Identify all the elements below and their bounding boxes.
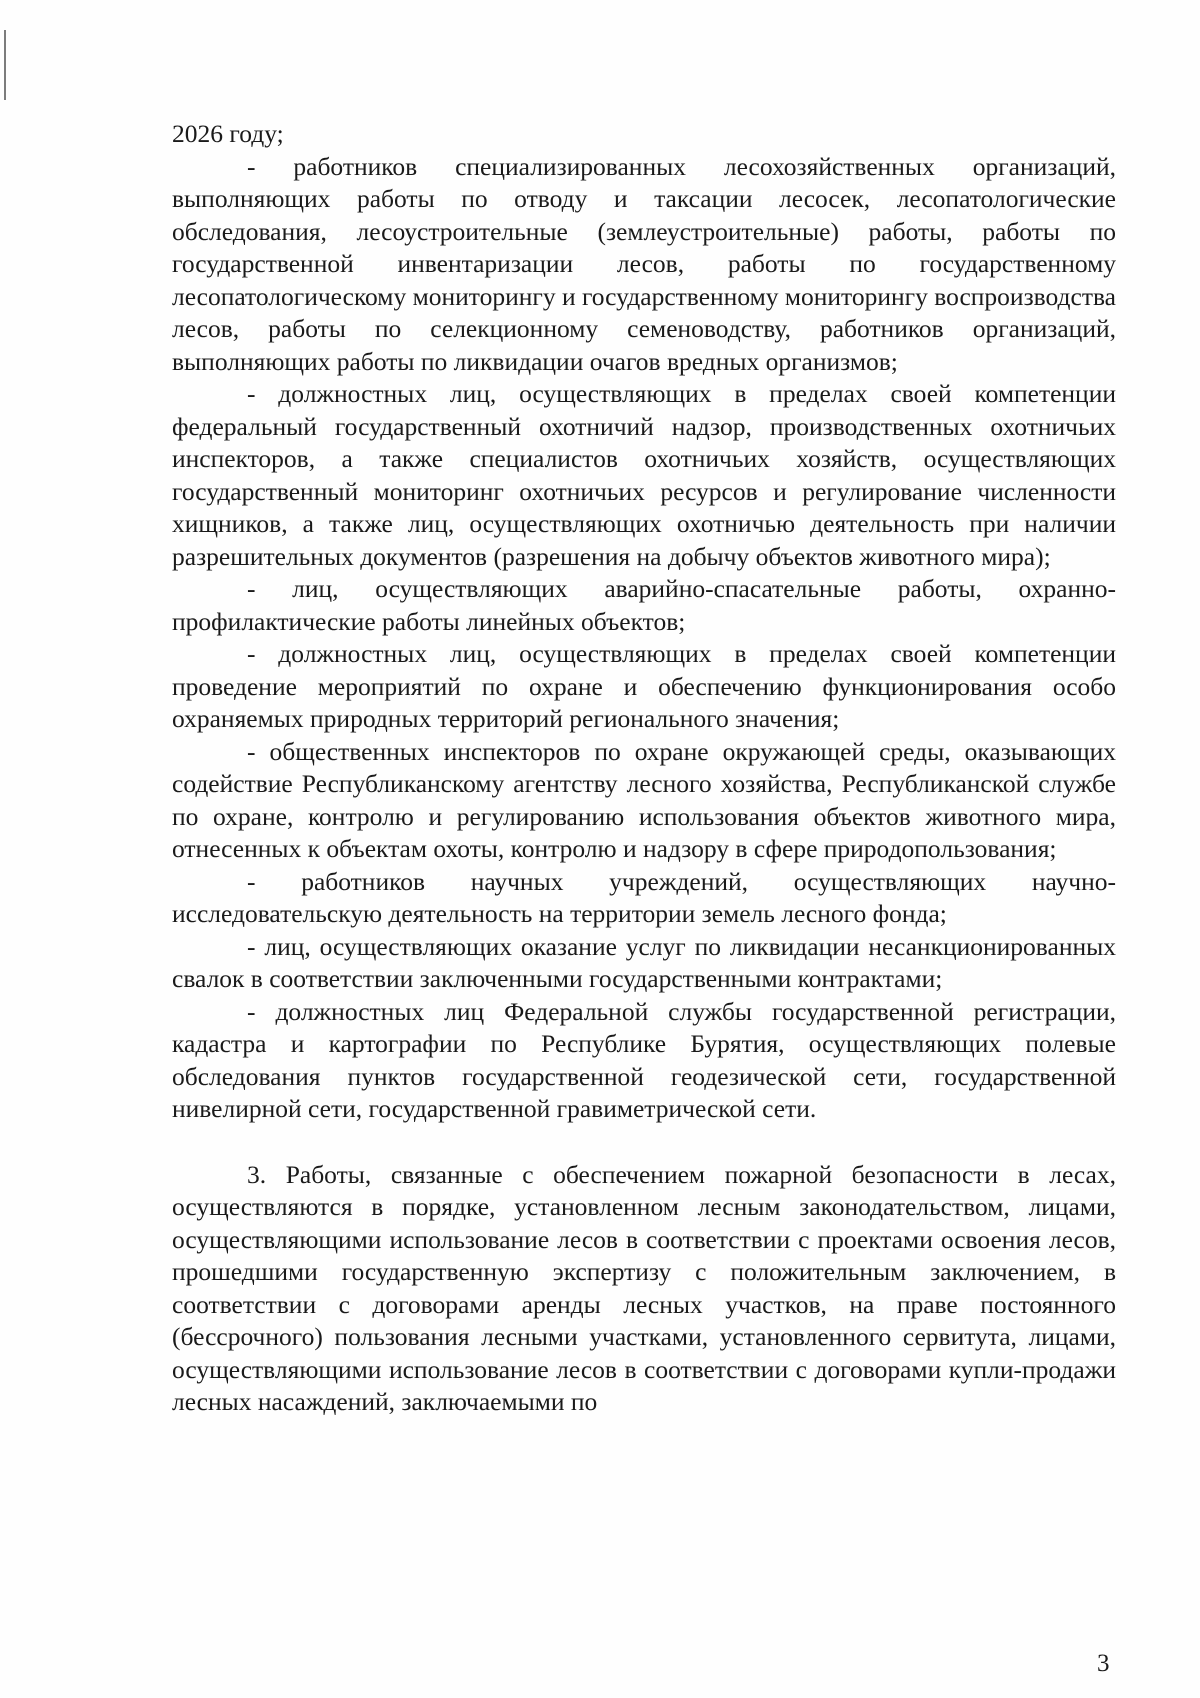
paragraph-7: - работников научных учреждений, осуществляющих научно-исследовательскую деятельность на территории земель лесного фонда; <box>172 866 1116 928</box>
paragraph-9: - должностных лиц Федеральной службы государственной регистрации, кадастра и картографии по Республике Бурятия, осуществляющих полевые обследования пунктов государственной геодезической сети, государственной нивелирной сети, государственной гравиметрической сети. <box>172 996 1116 1123</box>
paragraph-6: - общественных инспекторов по охране окружающей среды, оказывающих содействие Республиканскому агентству лесного хозяйства, Республиканской службе по охране, контролю и регулированию использования объектов животного мира, отнесенных к объектам охоты, контролю и надзору в сфере природопользования; <box>172 736 1116 863</box>
paragraph-4: - лиц, осуществляющих аварийно-спасательные работы, охранно-профилактические работы линейных объектов; <box>172 574 1116 636</box>
paragraph-1: 2026 году; <box>172 119 284 148</box>
page-number: 3 <box>1097 1650 1110 1677</box>
scan-edge-mark <box>4 30 6 100</box>
paragraph-3: - должностных лиц, осуществляющих в пределах своей компетенции федеральный государственный охотничий надзор, производственных охотничьих инспекторов, а также специалистов охотничьих хозяйств, осуществляющих государственный мониторинг охотничьих ресурсов и регулирование численности хищников, а также лиц, осуществляющих охотничью деятельность при наличии разрешительных документов (разрешения на добычу объектов животного мира); <box>172 379 1116 571</box>
paragraph-5: - должностных лиц, осуществляющих в пределах своей компетенции проведение мероприятий по охране и обеспечению функционирования особо охраняемых природных территорий регионального значения; <box>172 639 1116 733</box>
paragraph-section-3: 3. Работы, связанные с обеспечением пожарной безопасности в лесах, осуществляются в порядке, установленном лесным законодательством, лицами, осуществляющими использование лесов в соответствии с проектами освоения лесов, прошедшими государственную экспертизу с положительным заключением, в соответствии с договорами аренды лесных участков, на праве постоянного (бессрочного) пользования лесными участками, установленного сервитута, лицами, осуществляющими использование лесов в соответствии с договорами купли-продажи лесных насаждений, заключаемыми по <box>172 1159 1116 1416</box>
document-body <box>172 118 1116 1419</box>
paragraph-2: - работников специализированных лесохозяйственных организаций, выполняющих работы по отводу и таксации лесосек, лесопатологические обследования, лесоустроительные (землеустроительные) работы, работы по государственной инвентаризации лесов, работы по государственному лесопатологическому мониторингу и государственному мониторингу воспроизводства лесов, работы по селекционному семеноводству, работников организаций, выполняющих работы по ликвидации очагов вредных организмов; <box>172 151 1116 376</box>
paragraph-8: - лиц, осуществляющих оказание услуг по ликвидации несанкционированных свалок в соответствии заключенными государственными контрактами; <box>172 931 1116 993</box>
